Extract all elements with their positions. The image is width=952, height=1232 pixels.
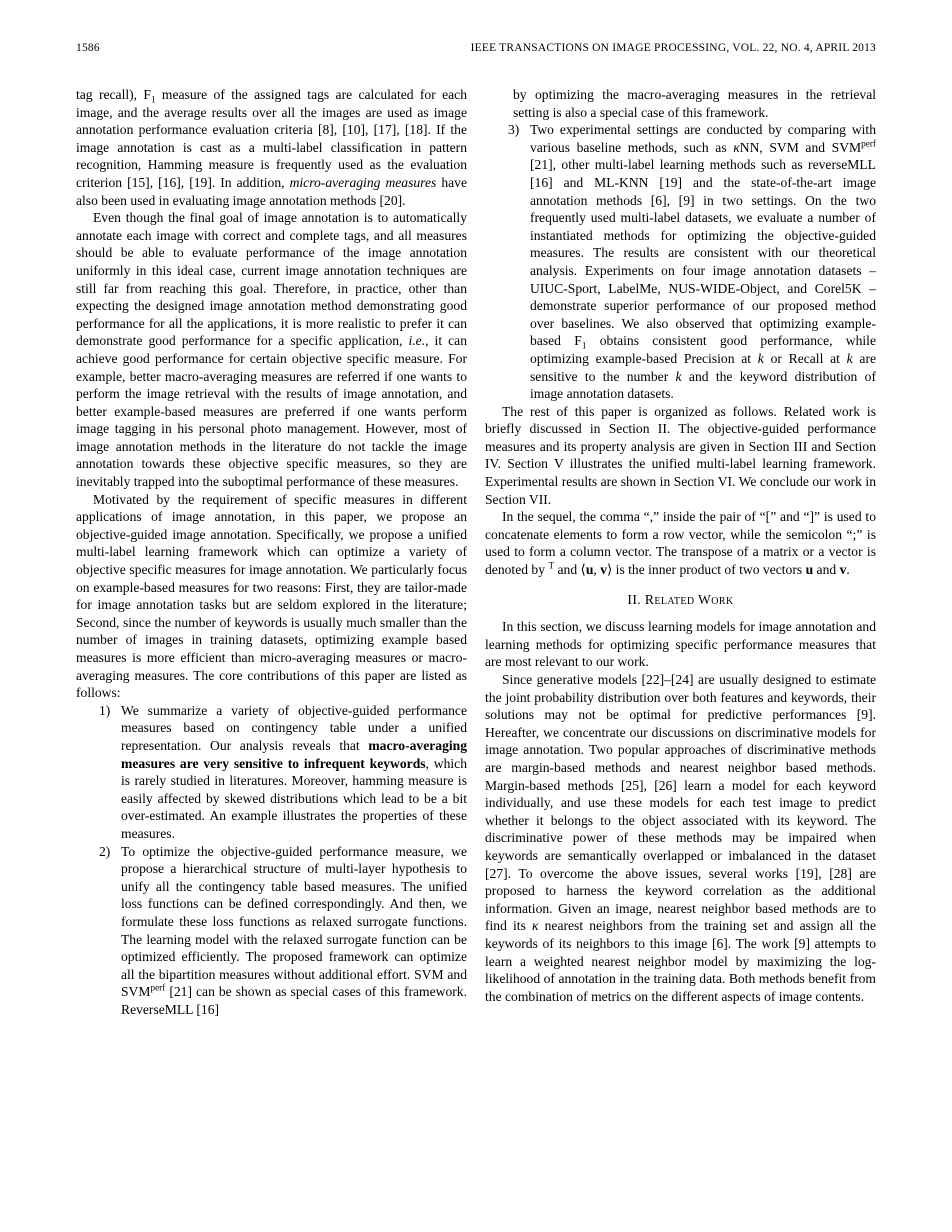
paragraph-proposal: Motivated by the requirement of specific measures in different applications of image annotation, in this paper, we propose an objective-guided image annotation. Specifically, we propose a unified multi-label learning framework which can optimize a variety of objective specific measures for image annotation. We particularly focus on example-based measures for two reasons: First, they are tailor-made for image annotation tasks but are seldom explored in the literature; Second, since the number of keywords is usually much smaller than the number of images in training datasets, optimizing example based measures is more efficient than micro-averaging measures or macro-averaging measures. The core contributions of this paper are listed as follows: [76, 491, 467, 701]
paragraph-outline: The rest of this paper is organized as follows. Related work is briefly discussed in Section II. The objective-guided performance measures and its property analysis are given in Section III and Section IV. Section V illustrates the unified multi-label learning framework. Experimental results are shown in Section VI. We conclude our work in Section VII. [485, 403, 876, 507]
paragraph-notation: In the sequel, the comma “,” inside the pair of “[” and “]” is used to concatenate elements to form a row vector, while the semicolon “;” is used to form a column vector. The transpose of a matrix or a vector is denoted by $^T$ and ⟨u, v⟩ is the inner product of two vectors u and v. [485, 509, 876, 578]
journal-title: IEEE TRANSACTIONS ON IMAGE PROCESSING, VOL. 22, NO. 4, APRIL 2013 [470, 42, 876, 54]
left-column [76, 86, 467, 1018]
page-number: 1586 [76, 42, 100, 54]
paragraph-related-intro: In this section, we discuss learning models for image annotation and learning methods for optimizing specific performance measures that are most relevant to our work. [485, 619, 876, 670]
contribution-item-2-continuation: by optimizing the macro-averaging measures in the retrieval setting is also a special case of this framework. [513, 87, 876, 120]
right-column [485, 86, 876, 1018]
paragraph-motivation: Even though the final goal of image annotation is to automatically annotate each image with correct and complete tags, and all measures should be able to evaluate performance of the image annotation uniformly in this ideal case, current image annotation techniques are still far from reaching this goal. Therefore, in practice, other than expecting the designed image annotation method demonstrating good performance for all the applications, it is more realistic to prefer it can demonstrate good performance for a specific application, i.e., it can achieve good performance for certain objective specific measure. For example, better macro-averaging measures are referred if one wants to perform the image retrieval with the results of image annotation, and better example-based measures are preferred if one wants perform image tagging in his personal photo management. However, most of image annotation methods in the literature do not tackle the image annotation towards these objective specific measures, so they are inevitably trapped into the suboptimal performance of these measures. [76, 210, 467, 490]
contribution-item-3 [485, 121, 876, 403]
contribution-item-2 [76, 843, 467, 1019]
two-column-body [76, 86, 876, 1018]
contribution-item-1 [76, 702, 467, 843]
list-marker: 1) [99, 702, 111, 718]
list-marker: 3) [508, 122, 520, 138]
paragraph-measures: tag recall), $F_1$ measure of the assigned tags are calculated for each image, and the average results over all the images are used as image annotation performance evaluation criteria [8], [10], [17], [18]. If the image annotation is cast as a multi-label classification in pattern recognition, Hamming measure is frequently used as the evaluation criterion [15], [16], [19]. In addition, micro-averaging measures have also been used in evaluating image annotation methods [20]. [76, 87, 467, 208]
running-header [76, 42, 876, 54]
list-marker: 2) [99, 843, 111, 859]
contribution-item-3-text: Two experimental settings are conducted by comparing with various baseline methods, such as κNN, SVM and $SVM^{perf}$ [21], other multi-label learning methods such as reverseMLL [16] and ML-KNN [19] and the state-of-the-art image annotation methods [6], [9] in two settings. On the two frequently used multi-label datasets, we evaluate a number of instantiated methods for optimizing the objective-guided measures. The results are consistent with our theoretical analysis. Experiments on four image annotation datasets – UIUC-Sport, LabelMe, NUS-WIDE-Object, and Corel5K – demonstrate superior performance of our proposed method over baselines. We also observed that optimizing example-based $F_1$ obtains consistent good performance, while optimizing example-based Precision at k or Recall at k are sensitive to the number k and the keyword distribution of image annotation datasets. [530, 122, 877, 402]
paragraph-related-body: Since generative models [22]–[24] are usually designed to estimate the joint probability distribution over both features and keywords, their solutions may not be optimal for predictive performances [9]. Hereafter, we concentrate our discussions on discriminative models for image annotation. Two popular approaches of discriminative methods are margin-based methods and nearest neighbor based methods. Margin-based methods [25], [26] learn a model for each keyword individually, and use these models for each test image to predict whether it belongs to the object associated with its keyword. The discriminative power of these methods may be impaired when keywords are semantically overlapped or imbalanced in the dataset [27]. To overcome the above issues, several works [19], [28] are proposed to harness the keyword correlation as the additional information. Given an image, nearest neighbor based methods are to find its κ nearest neighbors from the training set and assign all the keywords of its neighbors to this image [6]. The work [9] attempts to learn a weighted nearest neighbor model by maximizing the log-likelihood of annotation in the training data. Both methods benefit from the combination of metrics on the different aspects of image contents. [485, 672, 876, 1004]
contribution-item-2-text: To optimize the objective-guided performance measure, we propose a hierarchical structure of multi-layer hypothesis to unify all the contingency table based measures. The unified loss functions can be defined correspondingly. And then, we formulate these loss functions as relaxed surrogate functions. The learning model with the relaxed surrogate function can be optimized efficiently. The proposed framework can optimize all the bipartition measures without additional effort. SVM and $SVM^{perf}$ [21] can be shown as special cases of this framework. ReverseMLL [16] [121, 843, 467, 1017]
section-heading-related-work: II. Related Work [627, 591, 734, 607]
contribution-item-1-text: We summarize a variety of objective-guided performance measures based on contingency table under a unified representation. Our analysis reveals that macro-averaging measures are very sensitive to infrequent keywords, which is rarely studied in literatures. Moreover, hamming measure is easily affected by skewed distributions which lead to be a bit over-estimated. An example illustrates the properties of these measures. [121, 702, 467, 841]
